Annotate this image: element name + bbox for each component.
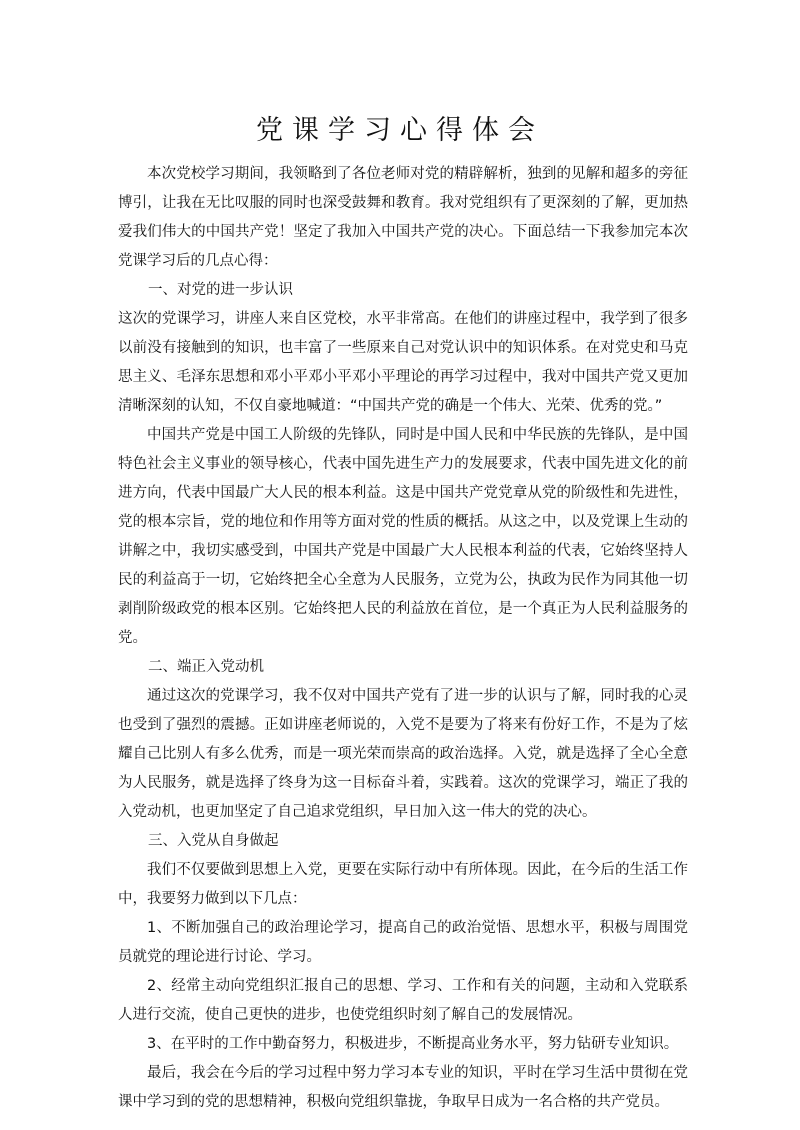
list-item-1: 1、不断加强自己的政治理论学习，提高自己的政治觉悟、思想水平，积极与周围党员就党的理论进行讨论、学习。 [118,920,688,965]
list-item-3: 3、在平时的工作中勤奋努力，积极进步，不断提高业务水平，努力钻研专业知识。 [147,1036,679,1052]
section3-heading: 三、入党从自身做起 [148,833,279,849]
list-item-2: 2、经常主动向党组织汇报自己的思想、学习、工作和有关的问题，主动和入党联系人进行交流，使自己更快的进步，也使党组织时刻了解自己的发展情况。 [118,978,688,1023]
closing-paragraph: 最后，我会在今后的学习过程中努力学习本专业的知识，平时在学习生活中贯彻在党课中学习到的党的思想精神，积极向党组织靠拢，争取早日成为一名合格的共产党员。 [118,1065,688,1110]
intro-paragraph: 本次党校学习期间，我领略到了各位老师对党的精辟解析，独到的见解和超多的旁征博引，让我在无比叹服的同时也深受鼓舞和教育。我对党组织有了更深刻的了解，更加热爱我们伟大的中国共产党！坚定了我加入中国共产党的决心。下面总结一下我参加完本次党课学习后的几点心得： [118,166,688,269]
section2-heading: 二、端正入党动机 [148,659,264,675]
section1-heading: 一、对党的进一步认识 [148,282,293,298]
section1-paragraph-2: 中国共产党是中国工人阶级的先锋队，同时是中国人民和中华民族的先锋队，是中国特色社会主义事业的领导核心，代表中国先进生产力的发展要求，代表中国先进文化的前进方向，代表中国最广大人民的根本利益。这是中国共产党党章从党的阶级性和先进性，党的根本宗旨，党的地位和作用等方面对党的性质的概括。从这之中，以及党课上生动的讲解之中，我切实感受到，中国共产党是中国最广大人民根本利益的代表，它始终坚持人民的利益高于一切，它始终把全心全意为人民服务，立党为公，执政为民作为同其他一切剥削阶级政党的根本区别。它始终把人民的利益放在首位，是一个真正为人民利益服务的党。 [118,427,688,646]
section3-paragraph-1: 我们不仅要做到思想上入党，更要在实际行动中有所体现。因此，在今后的生活工作中，我要努力做到以下几点： [118,862,688,907]
section1-paragraph-1: 这次的党课学习，讲座人来自区党校，水平非常高。在他们的讲座过程中，我学到了很多以前没有接触到的知识，也丰富了一些原来自己对党认识中的知识体系。在对党史和马克思主义、毛泽东思想和邓小平邓小平邓小平理论的再学习过程中，我对中国共产党又更加清晰深刻的认知，不仅自豪地喊道：“中国共产党的确是一个伟大、光荣、优秀的党。” [118,311,688,414]
section2-paragraph-1: 通过这次的党课学习，我不仅对中国共产党有了进一步的认识与了解，同时我的心灵也受到了强烈的震撼。正如讲座老师说的，入党不是要为了将来有份好工作，不是为了炫耀自己比别人有多么优秀，而是一项光荣而崇高的政治选择。入党，就是选择了全心全意为人民服务，就是选择了终身为这一目标奋斗着，实践着。这次的党课学习，端正了我的入党动机，也更加坚定了自己追求党组织，早日加入这一伟大的党的决心。 [118,688,688,820]
document-body [118,160,688,1117]
document-title: 党课学习心得体会 [256,115,544,146]
